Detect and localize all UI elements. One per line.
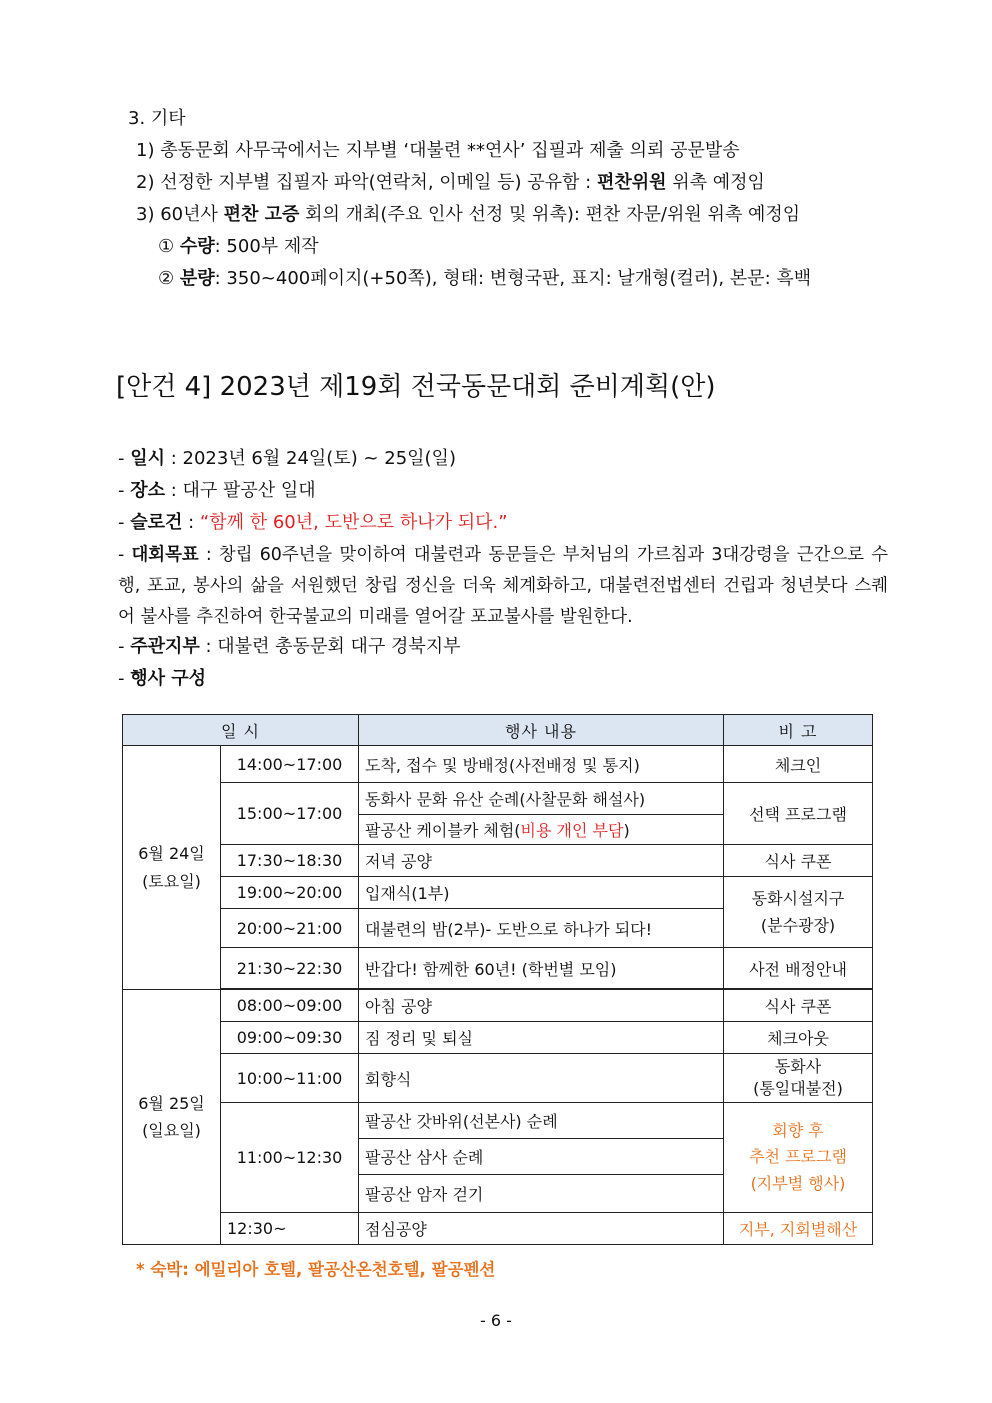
time-cell: 21:30~22:30 [221, 948, 359, 989]
table-row [123, 783, 873, 815]
program-label: - 행사 구성 [118, 668, 207, 689]
event-cell: 동화사 문화 유산 순례(사찰문화 해설사) [359, 783, 724, 815]
note-cell: 동화시설지구 (분수광장) [724, 877, 873, 948]
note-cell: 회향 후 추천 프로그램 (지부별 행사) [724, 1103, 873, 1213]
table-row [123, 877, 873, 909]
time-cell: 11:00~12:30 [221, 1103, 359, 1213]
time-cell: 15:00~17:00 [221, 783, 359, 845]
time-cell: 20:00~21:00 [221, 909, 359, 948]
header-note: 비 고 [724, 715, 873, 746]
event-cell: 입재식(1부) [359, 877, 724, 909]
table-row [123, 746, 873, 783]
schedule-table [122, 714, 873, 1245]
event-cell: 회향식 [359, 1054, 724, 1103]
section3-item-3: 3) 60년사 편찬 고증 회의 개최(주요 인사 선정 및 위촉): 편찬 자문/위원 위촉 예정임 [136, 204, 801, 225]
event-cell: 팔공산 삼사 순례 [359, 1139, 724, 1175]
event-cell: 팔공산 갓바위(선본사) 순례 [359, 1103, 724, 1139]
event-date: - 일시 : 2023년 6월 24일(토) ~ 25일(일) [118, 448, 456, 469]
page-number: - 6 - [480, 1311, 512, 1330]
event-cell: 반갑다! 함께한 60년! (학번별 모임) [359, 948, 724, 989]
event-cell: 팔공산 케이블카 체험(비용 개인 부담) [359, 815, 724, 845]
section3-sub-1: ① 수량: 500부 제작 [158, 236, 319, 257]
note-cell: 사전 배정안내 [724, 948, 873, 989]
header-event: 행사 내용 [359, 715, 724, 746]
table-row [123, 1213, 873, 1245]
event-cell: 아침 공양 [359, 990, 724, 1022]
event-cell: 저녁 공양 [359, 845, 724, 877]
note-cell: 체크인 [724, 746, 873, 783]
event-place: - 장소 : 대구 팔공산 일대 [118, 480, 316, 501]
day-1-cell: 6월 24일 (토요일) [123, 746, 221, 990]
event-cell: 대불련의 밤(2부)- 도반으로 하나가 되다! [359, 909, 724, 948]
section3-sub-2: ② 분량: 350~400페이지(+50쪽), 형태: 변형국판, 표지: 날개형(컬러), 본문: 흑백 [158, 268, 812, 289]
table-row [123, 1054, 873, 1103]
event-slogan: - 슬로건 : “함께 한 60년, 도반으로 하나가 되다.” [118, 512, 508, 533]
time-cell: 10:00~11:00 [221, 1054, 359, 1103]
table-row [123, 990, 873, 1022]
section3-item-1: 1) 총동문회 사무국에서는 지부별 ‘대불련 **연사’ 집필과 제출 의뢰 공문발송 [136, 140, 740, 161]
time-cell: 14:00~17:00 [221, 746, 359, 783]
note-cell: 선택 프로그램 [724, 783, 873, 845]
section3-item-2: 2) 선정한 지부별 집필자 파악(연락처, 이메일 등) 공유함 : 편찬위원 위촉 예정임 [136, 172, 765, 193]
event-cell: 도착, 접수 및 방배정(사전배정 및 통지) [359, 746, 724, 783]
table-row [123, 1022, 873, 1054]
note-cell: 동화사 (통일대불전) [724, 1054, 873, 1103]
time-cell: 09:00~09:30 [221, 1022, 359, 1054]
table-row [123, 845, 873, 877]
event-cell: 짐 정리 및 퇴실 [359, 1022, 724, 1054]
note-cell: 체크아웃 [724, 1022, 873, 1054]
time-cell: 17:30~18:30 [221, 845, 359, 877]
event-cell: 점심공양 [359, 1213, 724, 1245]
table-header-row [123, 715, 873, 746]
time-cell: 12:30~ [221, 1213, 359, 1245]
table-row [123, 1103, 873, 1139]
lodging-note: * 숙박: 에밀리아 호텔, 팔공산온천호텔, 팔공펜션 [136, 1260, 496, 1279]
event-host: - 주관지부 : 대불련 총동문회 대구 경북지부 [118, 636, 461, 657]
event-cell: 팔공산 암자 걷기 [359, 1175, 724, 1213]
time-cell: 08:00~09:00 [221, 990, 359, 1022]
event-goal: - 대회목표 : 창립 60주년을 맞이하여 대불련과 동문들은 부처님의 가르침과 3대강령을 근간으로 수행, 포교, 봉사의 삶을 서원했던 창립 정신을 더욱 체계화하고, 대불련전법센터 건립과 청년붓다 스퀘어 불사를 추진하여 한국불교의 미래를 열어갈 포교불사를 발원한다. [118, 545, 888, 627]
section-title: 3. 기타 [128, 108, 186, 129]
day-2-cell: 6월 25일 (일요일) [123, 990, 221, 1245]
note-cell: 지부, 지회별해산 [724, 1213, 873, 1245]
agenda-heading: [안건 4] 2023년 제19회 전국동문대회 준비계획(안) [116, 372, 716, 402]
note-cell: 식사 쿠폰 [724, 990, 873, 1022]
note-cell: 식사 쿠폰 [724, 845, 873, 877]
header-datetime: 일 시 [123, 715, 359, 746]
table-row [123, 948, 873, 989]
time-cell: 19:00~20:00 [221, 877, 359, 909]
